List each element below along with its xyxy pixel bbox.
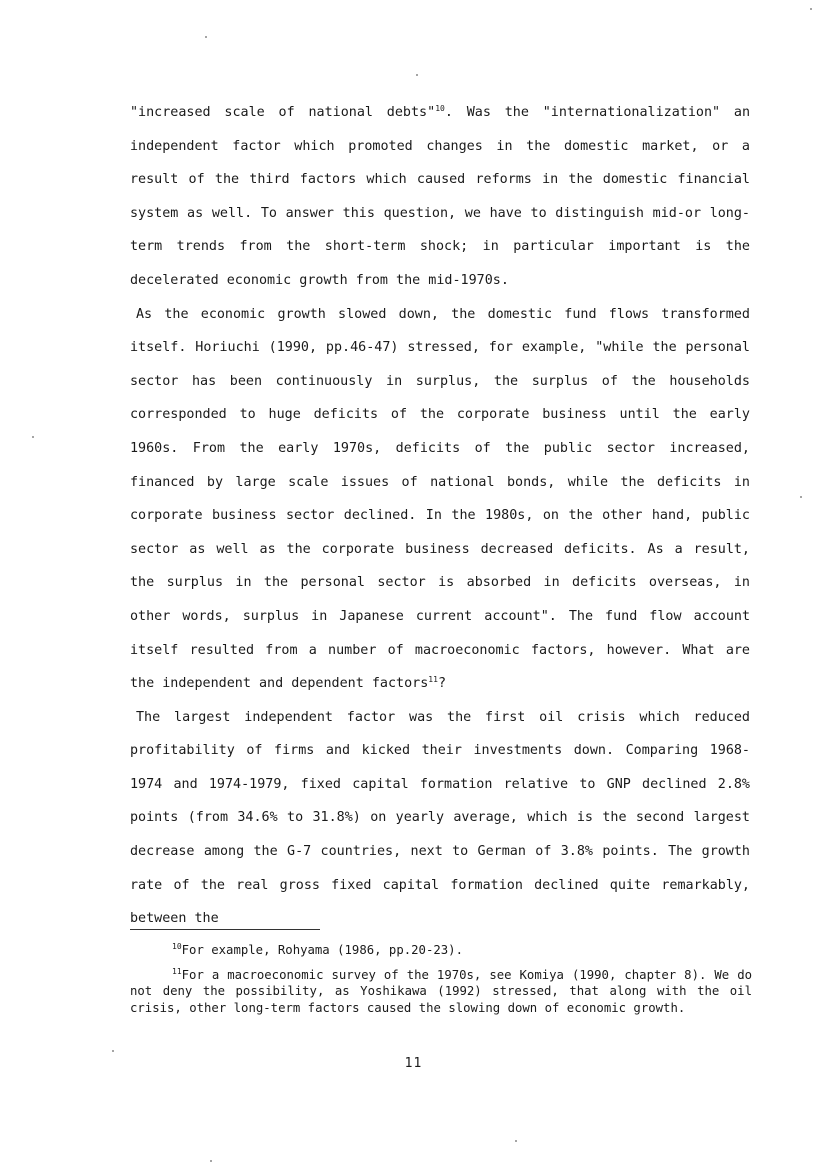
scan-speck: [810, 8, 812, 10]
footnote-text: For example, Rohyama (1986, pp.20-23).: [181, 943, 463, 957]
footnote-10: [130, 942, 752, 959]
paragraph-3: [130, 701, 750, 936]
scan-speck: [800, 496, 802, 498]
footnotes: [130, 942, 752, 1024]
scan-speck: [515, 1140, 517, 1142]
paragraph-2-text: As the economic growth slowed down, the domestic fund flows transformed itself. Horiuchi (1990, pp.46-47) stressed, for example, "while the personal sector has been continuously in surplus, the surplus of the households corresponded to huge deficits of the corporate business until the early 1960s. From the early 1970s, deficits of the public sector increased, financed by large scale issues of national bonds, while the deficits in corporate business sector declined. In the 1980s, on the other hand, public sector as well as the corporate business decreased deficits. As a result, the surplus in the personal sector is absorbed in deficits overseas, in other words, surplus in Japanese current account". The fund flow account itself resulted from a number of macroeconomic factors, however. What are the independent and dependent factors: [130, 306, 750, 692]
footnote-separator: [130, 929, 320, 930]
scan-speck: [205, 36, 207, 38]
paragraph-2-end: ?: [437, 676, 446, 692]
paragraph-2: [130, 298, 750, 701]
scan-speck: [112, 1050, 114, 1052]
footnote-mark: 10: [172, 942, 182, 951]
paragraph-1-rest: . Was the "internationalization" an independent factor which promoted changes in the domestic market, or a result of the third factors which caused reforms in the domestic financial system as well. To answer this question, we have to distinguish mid-or long-term trends from the short-term shock; in particular important is the decelerated economic growth from the mid-1970s.: [130, 105, 751, 288]
footnote-text: For a macroeconomic survey of the 1970s, see Komiya (1990, chapter 8). We do not deny the possibility, as Yoshikawa (1992) stressed, that along with the oil crisis, other long-term factors caused the slowing down of economic growth.: [130, 967, 752, 1015]
paragraph-1: [130, 96, 750, 298]
paragraph-3-text: The largest independent factor was the first oil crisis which reduced profitability of firms and kicked their investments down. Comparing 1968-1974 and 1974-1979, fixed capital formation relative to GNP declined 2.8% points (from 34.6% to 31.8%) on yearly average, which is the second largest decrease among the G-7 countries, next to German of 3.8% points. The growth rate of the real gross fixed capital formation declined quite remarkably, between the: [130, 709, 750, 927]
footnote-11: [130, 967, 752, 1017]
scan-speck: [32, 436, 34, 438]
page-number: 11: [404, 1056, 423, 1071]
body-text: [130, 96, 750, 936]
footnote-mark: 11: [172, 966, 182, 976]
scan-speck: [210, 1160, 212, 1162]
footnote-ref-11: 11: [428, 675, 438, 685]
footnote-ref-10: 10: [435, 104, 445, 113]
scan-speck: [416, 74, 418, 76]
paragraph-1-start: "increased scale of national debts": [130, 105, 436, 120]
